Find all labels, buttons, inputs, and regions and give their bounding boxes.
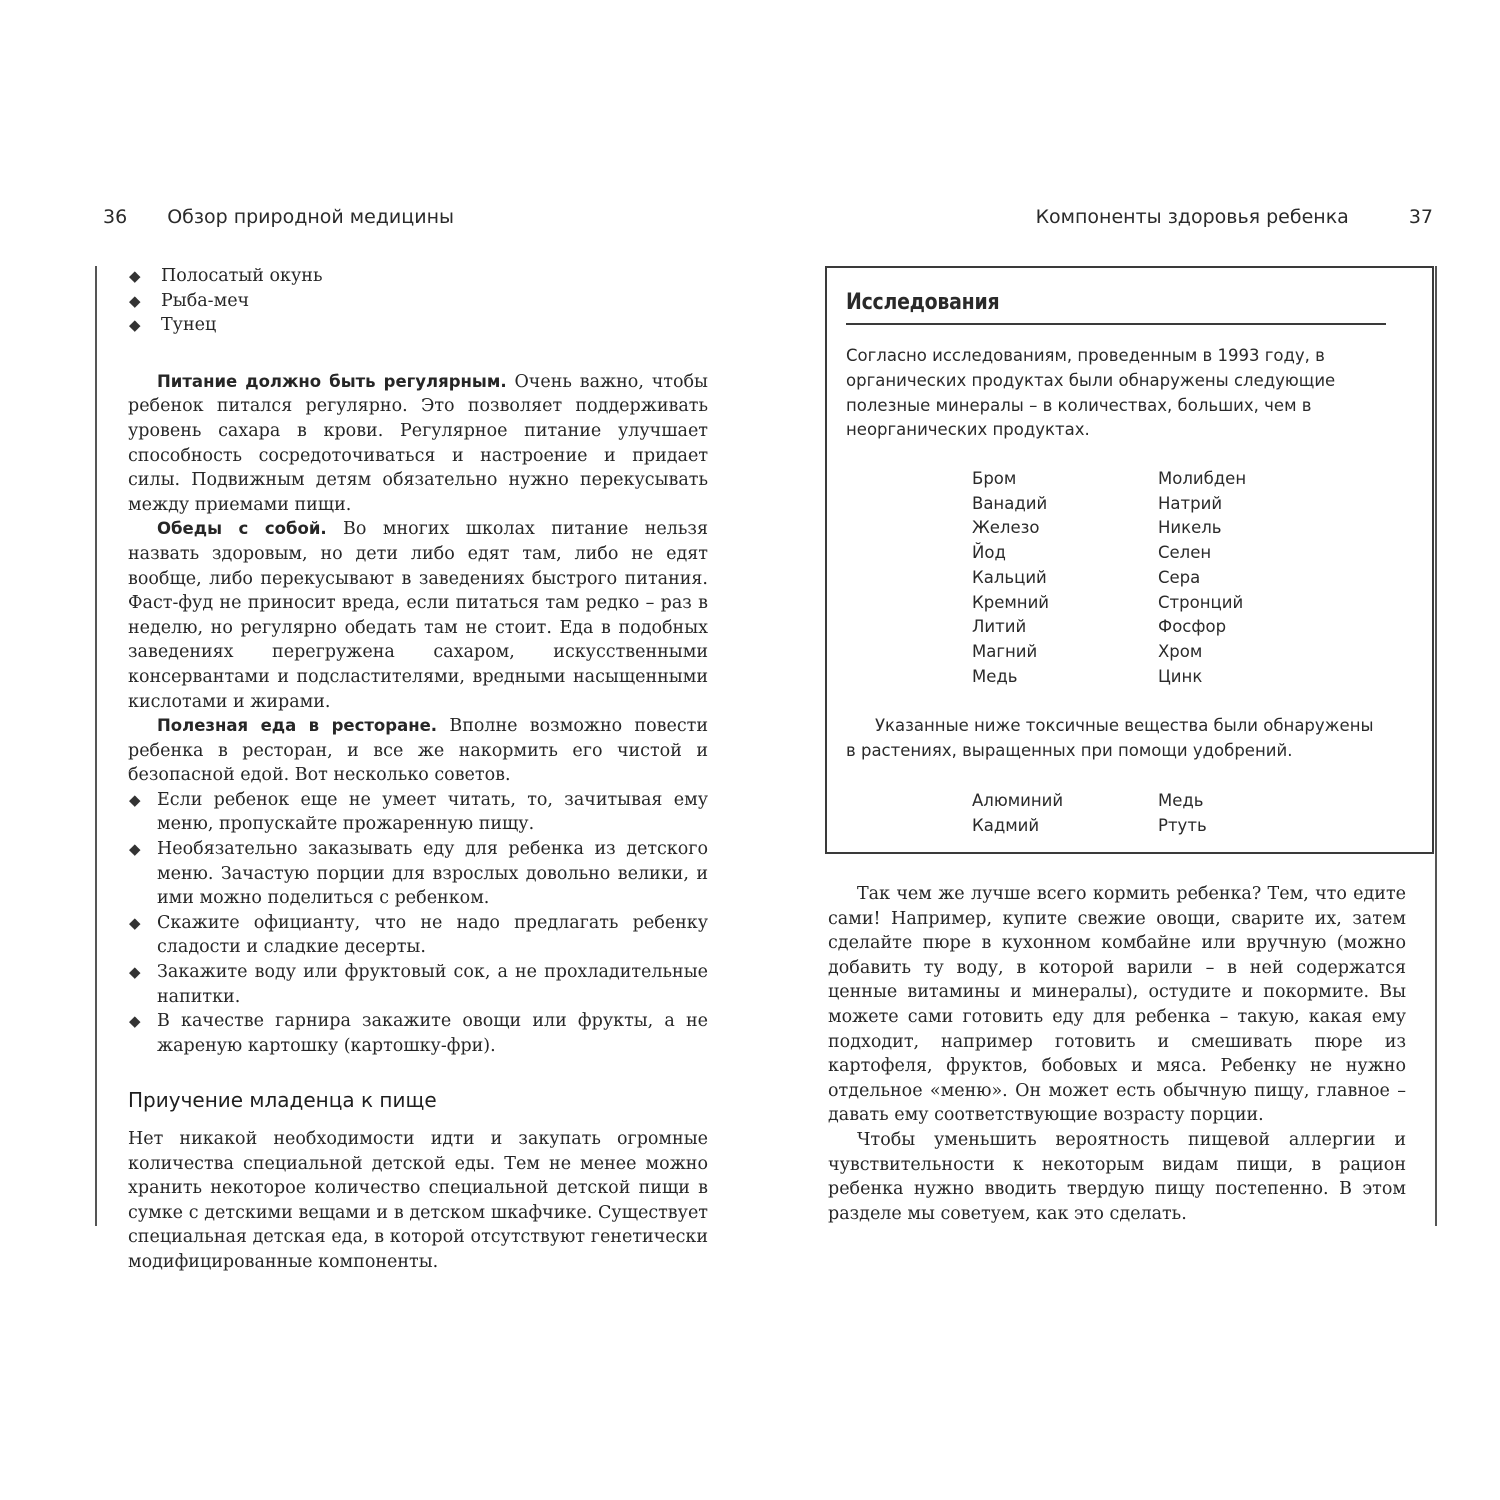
paragraph-baby-food: Нет никакой необходимости идти и закупать огромные количества специальной детской еды. Тем не менее можно хранить некоторое количество специальной детской пищи в сумке с детскими вещами и в детском шкафчике. Существует специальная детская еда, в которой отсутствуют генетически модифицированные компоненты. xyxy=(128,1129,708,1272)
mineral-item: Железо xyxy=(972,518,1040,538)
section-heading: Приучение младенца к пище xyxy=(128,1088,437,1113)
right-running-title: Компоненты здоровья ребенка xyxy=(1035,206,1349,228)
minerals-column-2 xyxy=(1158,467,1246,689)
right-page-body xyxy=(828,882,1406,1226)
diamond-bullet-icon: ◆ xyxy=(129,291,141,310)
left-running-title: Обзор природной медицины xyxy=(167,206,454,228)
mineral-item: Кальций xyxy=(972,567,1047,587)
box-title-rule xyxy=(846,323,1386,325)
toxic-intro-text: Указанные ниже токсичные вещества были обнаружены в растениях, выращенных при помощи удобрений. xyxy=(846,716,1374,760)
mineral-item: Йод xyxy=(972,543,1006,563)
mineral-item: Фосфор xyxy=(1158,617,1227,637)
minerals-column-1 xyxy=(972,467,1049,689)
mineral-item: Стронций xyxy=(1158,592,1244,612)
toxic-item: Ртуть xyxy=(1158,815,1207,835)
paragraph-allergy: Чтобы уменьшить вероятность пищевой аллергии и чувствительности к некоторым видам пищи, в рацион ребенка нужно вводить твердую пищу постепенно. В этом разделе мы советуем, как это сделать. xyxy=(828,1129,1406,1224)
list-item: ◆ Полосатый окунь xyxy=(128,264,708,289)
right-running-head xyxy=(1036,206,1433,228)
paragraph-restaurant: Полезная еда в ресторане. Вполне возможно повести ребенка в ресторан, и все же накормить его чистой и безопасной едой. Вот несколько советов. xyxy=(128,716,708,786)
list-item: ◆ Тунец xyxy=(128,313,708,338)
mineral-item: Никель xyxy=(1158,518,1222,538)
diamond-bullet-icon: ◆ xyxy=(129,316,141,335)
mineral-item: Медь xyxy=(972,666,1018,686)
right-page-number: 37 xyxy=(1408,206,1433,228)
diamond-bullet-icon: ◆ xyxy=(129,267,141,285)
mineral-item: Селен xyxy=(1158,543,1212,563)
toxics-column-1 xyxy=(972,789,1063,838)
mineral-item: Ванадий xyxy=(972,493,1048,513)
mineral-item: Бром xyxy=(972,469,1017,488)
paragraph-lunch-boxes: Обеды с собой. Во многих школах питание нельзя назвать здоровым, но дети либо едят там, либо не едят вообще, либо перекусывают в заведениях быстрого питания. Фаст-фуд не приносит вреда, если питаться там редко – раз в неделю, но регулярно обедать там не стоит. Еда в подобных заведениях перегружена сахаром, искусственными консервантами и подсластителями, вредными насыщенными кислотами и жирами. xyxy=(128,519,709,712)
mineral-item: Натрий xyxy=(1158,493,1223,513)
list-item: ◆ Рыба-меч xyxy=(128,289,708,314)
diamond-bullet-icon: ◆ xyxy=(129,790,141,809)
diamond-bullet-icon: ◆ xyxy=(129,963,141,982)
diamond-bullet-icon: ◆ xyxy=(129,913,141,932)
left-page-number: 36 xyxy=(103,206,128,228)
diamond-bullet-icon: ◆ xyxy=(129,840,141,859)
mineral-item: Хром xyxy=(1158,641,1203,661)
mineral-item: Магний xyxy=(972,641,1038,661)
list-item: ◆ Закажите воду или фруктовый сок, а не прохладительные напитки. xyxy=(129,962,708,1007)
left-page-body xyxy=(128,264,708,1275)
paragraph-regular-meals: Питание должно быть регулярным. Очень важно, чтобы ребенок питался регулярно. Это позволяет поддерживать уровень сахара в крови. Регулярное питание улучшает способность сосредоточиваться и настроение и придает силы. Подвижным детям обязательно нужно перекусывать между приемами пищи. xyxy=(128,371,708,515)
mineral-item: Молибден xyxy=(1158,469,1247,488)
list-item: ◆ Необязательно заказывать еду для ребенка из детского меню. Зачастую порции для взрослых довольно велики, и ими можно поделиться с ребенком. xyxy=(129,839,708,909)
fish-list xyxy=(128,264,708,338)
diamond-bullet-icon: ◆ xyxy=(129,1012,141,1031)
research-sidebar-box xyxy=(825,266,1434,854)
toxic-item: Алюминий xyxy=(972,791,1064,810)
list-item: ◆ В качестве гарнира закажите овощи или фрукты, а не жареную картошку (картошку-фри). xyxy=(129,1011,708,1056)
mineral-item: Кремний xyxy=(972,592,1050,612)
paragraph-what-to-feed: Так чем же лучше всего кормить ребенка? Тем, что едите сами! Например, купите свежие овощи, сварите их, затем сделайте пюре в кухонном комбайне или вручную (можно добавить ту воду, в которой варили – в ней содержатся ценные витамины и минералы), остудите и покормите. Вы можете сами готовить еду для ребенка – такую, какая ему подходит, например готовить и смешивать пюре из картофеля, фруктов, бобовых и мяса. Ребенку не нужно отдельное «меню». Он может есть обычную пищу, главное – давать ему соответствующие возрасту порции. xyxy=(828,884,1406,1126)
left-running-head xyxy=(103,206,454,228)
left-margin-rule xyxy=(95,266,97,1226)
toxic-item: Медь xyxy=(1158,791,1204,810)
right-margin-rule xyxy=(1435,266,1437,1226)
mineral-item: Цинк xyxy=(1158,666,1203,686)
box-title: Исследования xyxy=(846,290,1000,315)
list-item: ◆ Скажите официанту, что не надо предлагать ребенку сладости и сладкие десерты. xyxy=(129,912,708,958)
toxic-item: Кадмий xyxy=(972,815,1040,835)
toxics-column-2 xyxy=(1158,789,1207,838)
restaurant-tips-list xyxy=(128,788,708,1059)
mineral-item: Литий xyxy=(972,617,1027,637)
list-item: ◆ Если ребенок еще не умеет читать, то, зачитывая ему меню, пропускайте прожаренную пищу. xyxy=(129,789,708,835)
mineral-item: Сера xyxy=(1158,567,1201,587)
box-intro-text: Согласно исследованиям, проведенным в 1993 году, в органических продуктах были обнаружены следующие полезные минералы – в количествах, больших, чем в неорганических продуктах. xyxy=(846,346,1336,440)
